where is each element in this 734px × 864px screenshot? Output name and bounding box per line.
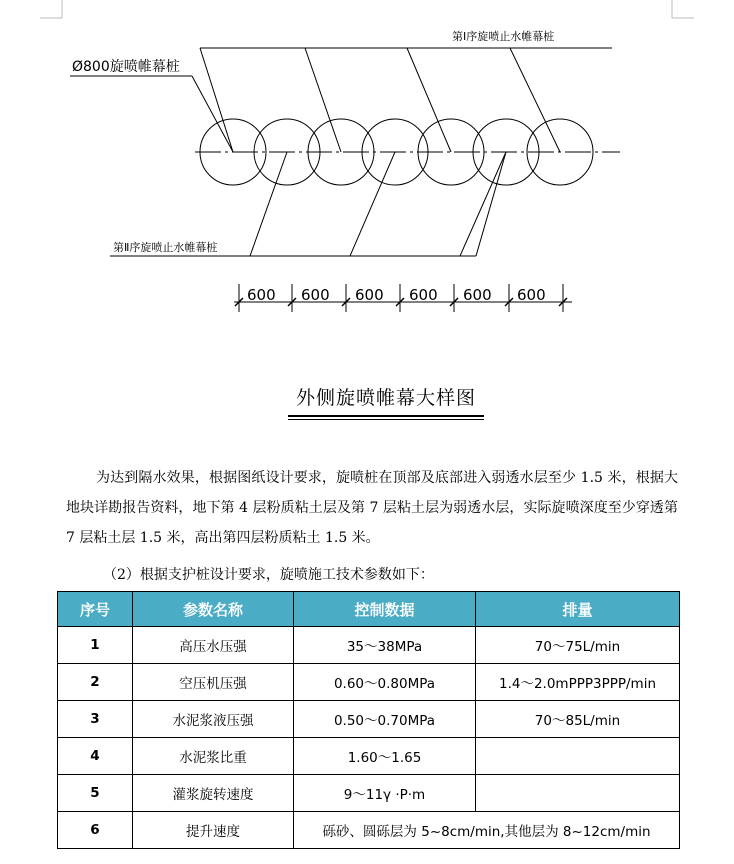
dimension-label: 600 (463, 286, 492, 304)
paragraph-text: 为达到隔水效果，根据图纸设计要求，旋喷桩在顶部及底部进入弱透水层至少 1.5 米，根据大地块详勘报告资料，地下第 4 层粉质粘土层及第 7 层粘土层为弱透水层，实际旋喷深度至少穿透第 7 层粘土层 1.5 米，高出第四层粉质粘土 1.5 米。 (66, 470, 678, 546)
table-row (58, 701, 680, 738)
parameter-name: 灌浆旋转速度 (133, 775, 294, 812)
flow-value: 70～85L/min (476, 701, 680, 738)
parameter-name: 水泥浆液压强 (133, 701, 294, 738)
table-row (58, 775, 680, 812)
parameter-name: 水泥浆比重 (133, 738, 294, 775)
table-row (58, 664, 680, 701)
flow-value (476, 738, 680, 775)
flow-value: 1.4～2.0mPPP3PPP/min (476, 664, 680, 701)
row-number: 1 (58, 627, 133, 664)
header-cell: 控制数据 (294, 592, 476, 627)
header-cell: 参数名称 (133, 592, 294, 627)
caption-underline (288, 419, 484, 420)
paragraph-text: （2）根据支护桩设计要求，旋喷施工技术参数如下： (103, 567, 434, 583)
dimension-label: 600 (355, 286, 384, 304)
header-cell: 排量 (476, 592, 680, 627)
parameter-name: 高压水压强 (133, 627, 294, 664)
pile-diameter-label: Ø800旋喷帷幕桩 (72, 59, 180, 75)
header-cell: 序号 (58, 592, 133, 627)
drawing-caption-text: 外侧旋喷帷幕大样图 (295, 387, 476, 409)
table-header-row (58, 592, 680, 627)
drawing-caption (288, 384, 484, 420)
dimension-label: 600 (301, 286, 330, 304)
table-row (58, 812, 680, 849)
control-value: 0.50～0.70MPa (294, 701, 476, 738)
table-row (58, 738, 680, 775)
table-intro-paragraph (66, 560, 678, 590)
row-number: 2 (58, 664, 133, 701)
dimension-label: 600 (247, 286, 276, 304)
parameter-name: 提升速度 (133, 812, 294, 849)
control-value: 35～38MPa (294, 627, 476, 664)
row-number: 5 (58, 775, 133, 812)
row-number: 4 (58, 738, 133, 775)
flow-value: 70～75L/min (476, 627, 680, 664)
seq1-pile-label: 第Ⅰ序旋喷止水帷幕桩 (452, 30, 555, 43)
table-row (58, 627, 680, 664)
seq2-pile-label: 第Ⅱ序旋喷止水帷幕桩 (113, 241, 218, 254)
control-value: 1.60～1.65 (294, 738, 476, 775)
row-number: 3 (58, 701, 133, 738)
row-number: 6 (58, 812, 133, 849)
flow-value (476, 775, 680, 812)
control-value: 0.60～0.80MPa (294, 664, 476, 701)
caption-underline (288, 415, 484, 417)
body-paragraph (66, 463, 678, 553)
dimension-label: 600 (409, 286, 438, 304)
jet-grout-parameter-table (57, 591, 680, 849)
control-value: 9～11γ ·P·m (294, 775, 476, 812)
jet-grout-pile-detail-drawing (0, 0, 734, 320)
dimension-label: 600 (517, 286, 546, 304)
parameter-name: 空压机压强 (133, 664, 294, 701)
control-value-merged: 砾砂、圆砾层为 5~8cm/min,其他层为 8~12cm/min (294, 812, 680, 849)
